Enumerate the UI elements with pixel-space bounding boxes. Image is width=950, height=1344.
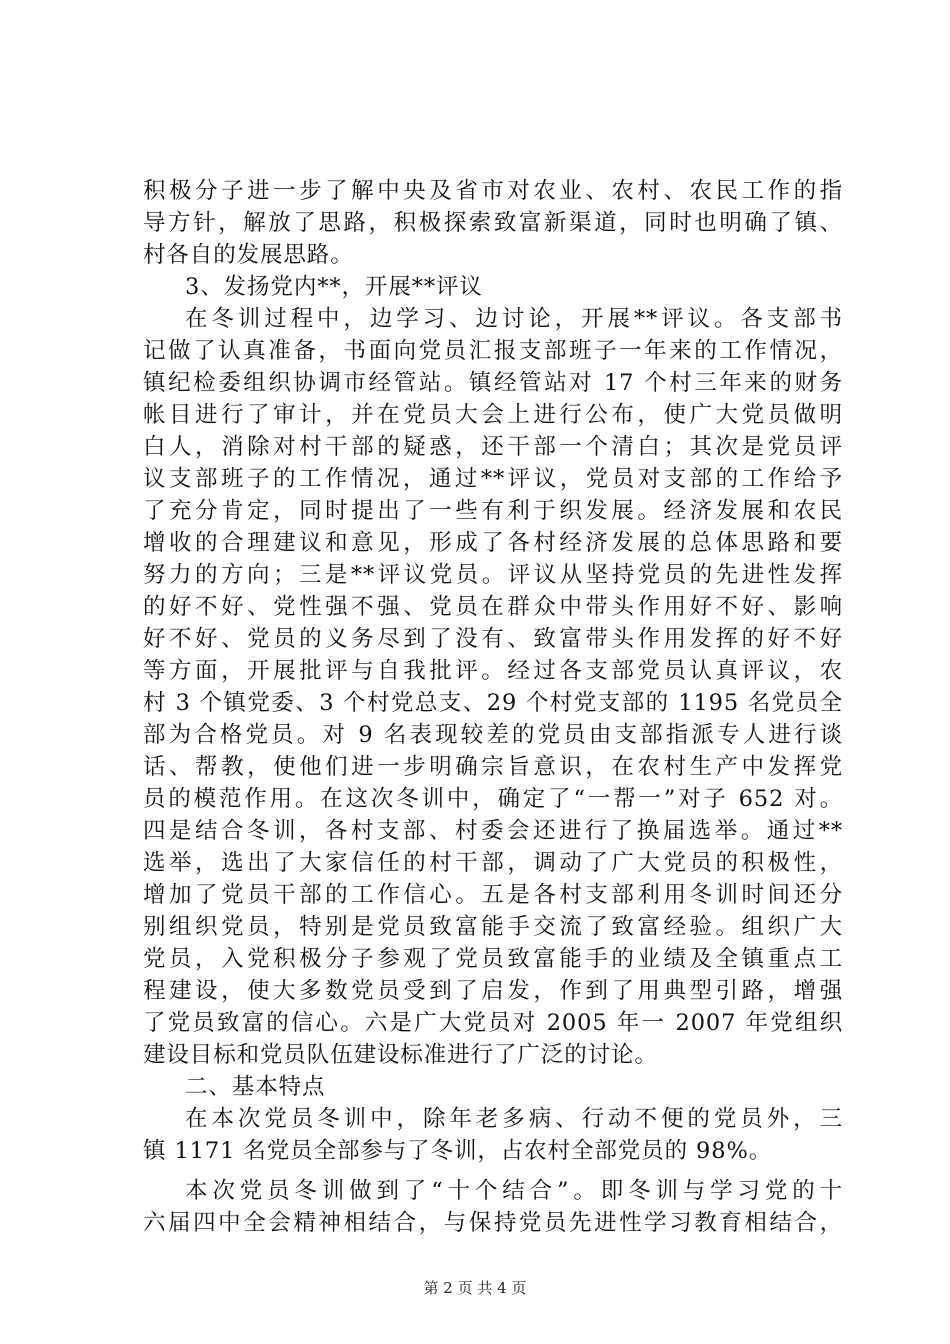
text-line: 村 3 个镇党委、3 个村党总支、29 个村党支部的 1195 名党员全 xyxy=(143,690,843,716)
text-line: 了党员致富的信心。六是广大党员对 2005 年一 2007 年党组织 xyxy=(143,1010,843,1036)
text-line: 白人，消除对村干部的疑惑，还干部一个清白；其次是党员评 xyxy=(143,434,843,460)
section-heading: 二、基本特点 xyxy=(185,1074,326,1100)
text-line: 努力的方向；三是**评议党员。评议从坚持党员的先进性发挥 xyxy=(143,562,843,588)
text-line: 在冬训过程中，边学习、边讨论，开展**评议。各支部书 xyxy=(185,306,843,332)
text-line: 建设目标和党员队伍建设标准进行了广泛的讨论。 xyxy=(143,1042,658,1068)
text-line: 导方针，解放了思路，积极探索致富新渠道，同时也明确了镇、 xyxy=(143,210,843,236)
text-line: 四是结合冬训，各村支部、村委会还进行了换届选举。通过** xyxy=(143,818,843,844)
text-line: 镇纪检委组织协调市经管站。镇经管站对 17 个村三年来的财务 xyxy=(143,370,843,396)
text-line: 六届四中全会精神相结合，与保持党员先进性学习教育相结合， xyxy=(143,1210,843,1236)
page-footer: 第 2 页 共 4 页 xyxy=(423,1279,527,1297)
text-line: 议支部班子的工作情况，通过**评议，党员对支部的工作给予 xyxy=(143,466,843,492)
text-line: 记做了认真准备，书面向党员汇报支部班子一年来的工作情况， xyxy=(143,338,843,364)
text-line: 本次党员冬训做到了“十个结合”。即冬训与学习党的十 xyxy=(185,1178,843,1204)
text-line: 部为合格党员。对 9 名表现较差的党员由支部指派专人进行谈 xyxy=(143,722,843,748)
text-line: 话、帮教，使他们进一步明确宗旨意识，在农村生产中发挥党 xyxy=(143,754,843,780)
text-line: 镇 1171 名党员全部参与了冬训，占农村全部党员的 98%。 xyxy=(143,1138,773,1164)
text-line: 别组织党员，特别是党员致富能手交流了致富经验。组织广大 xyxy=(143,914,843,940)
text-line: 帐目进行了审计，并在党员大会上进行公布，使广大党员做明 xyxy=(143,402,843,428)
text-line: 程建设，使大多数党员受到了启发，作到了用典型引路，增强 xyxy=(143,978,843,1004)
text-line: 员的模范作用。在这次冬训中，确定了“一帮一”对子 652 对。 xyxy=(143,786,843,812)
text-line: 等方面，开展批评与自我批评。经过各支部党员认真评议，农 xyxy=(143,658,843,684)
text-line: 选举，选出了大家信任的村干部，调动了广大党员的积极性， xyxy=(143,850,843,876)
text-line: 的好不好、党性强不强、党员在群众中带头作用好不好、影响 xyxy=(143,594,843,620)
section-heading: 3、发扬党内**，开展**评议 xyxy=(185,274,483,300)
text-line: 在本次党员冬训中，除年老多病、行动不便的党员外，三 xyxy=(185,1106,843,1132)
text-line: 增加了党员干部的工作信心。五是各村支部利用冬训时间还分 xyxy=(143,882,843,908)
text-line: 党员，入党积极分子参观了党员致富能手的业绩及全镇重点工 xyxy=(143,946,843,972)
text-line: 村各自的发展思路。 xyxy=(143,242,354,268)
text-line: 积极分子进一步了解中央及省市对农业、农村、农民工作的指 xyxy=(143,178,843,204)
text-line: 了充分肯定，同时提出了一些有利于织发展。经济发展和农民 xyxy=(143,498,843,524)
text-line: 好不好、党员的义务尽到了没有、致富带头作用发挥的好不好 xyxy=(143,626,843,652)
text-line: 增收的合理建议和意见，形成了各村经济发展的总体思路和要 xyxy=(143,530,843,556)
